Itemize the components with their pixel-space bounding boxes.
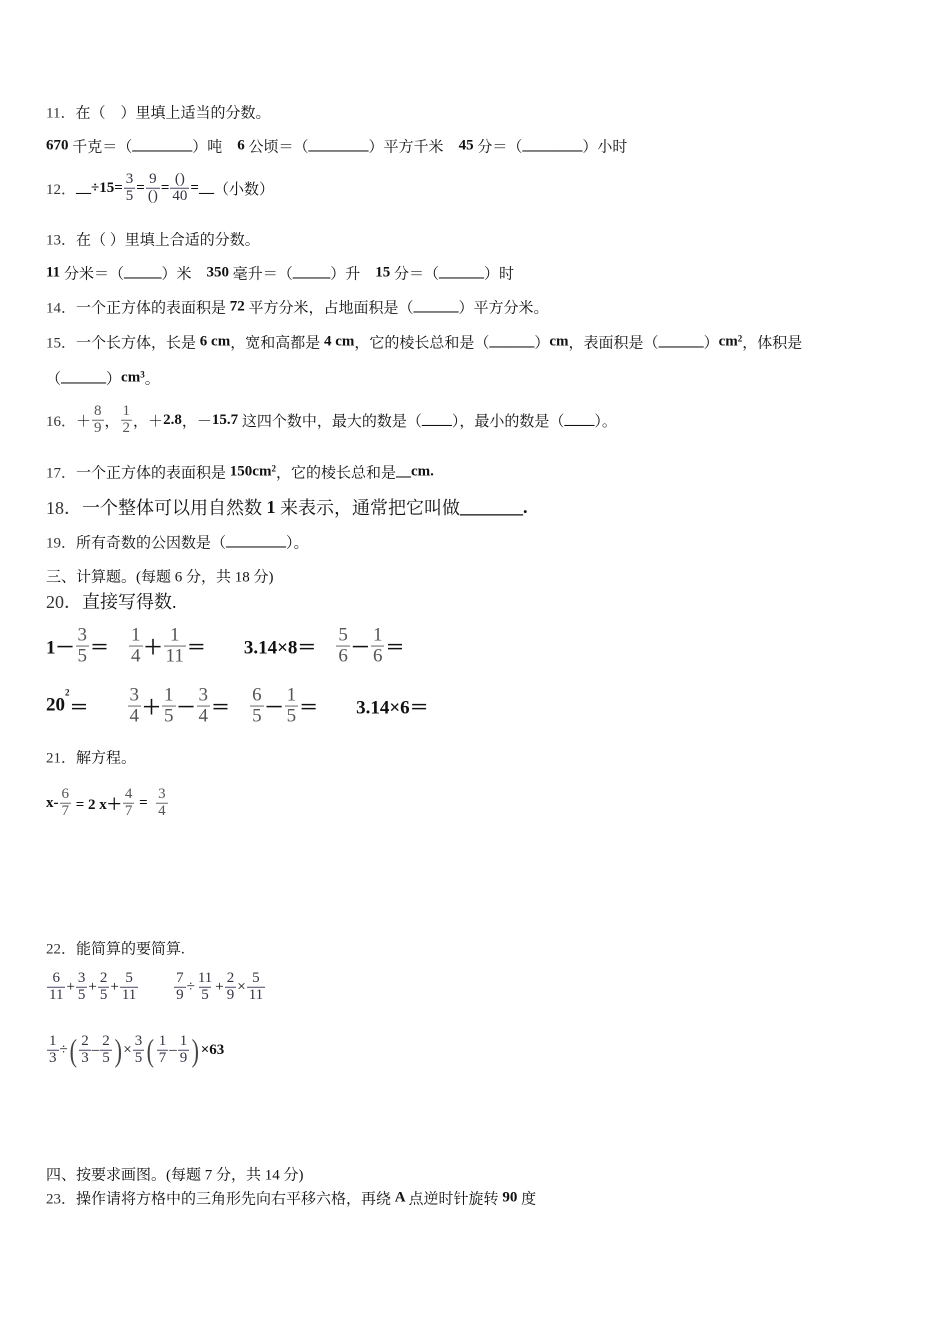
question-number: 14． — [46, 300, 77, 317]
question-number: 21． — [46, 750, 77, 767]
text: ，－ — [181, 413, 212, 430]
q15-line2 — [46, 368, 160, 389]
text: cm — [549, 333, 569, 350]
fraction-numerator: 2 — [102, 1032, 110, 1049]
text: 6 cm — [199, 333, 231, 350]
question-number: 19． — [46, 535, 77, 552]
text: 一个整体可以用自然数 — [82, 498, 267, 518]
text: + — [88, 978, 97, 995]
text: + — [66, 978, 75, 995]
text: = — [160, 179, 170, 196]
text: ，表面积是（ — [568, 335, 659, 352]
fraction — [92, 404, 104, 437]
fraction-denominator: 5 — [102, 1049, 110, 1066]
superscript: 3 — [140, 369, 145, 380]
fraction-denominator: 5 — [252, 705, 262, 727]
fraction-denominator: 9 — [179, 1049, 188, 1066]
q21-title — [46, 747, 136, 768]
text: ， — [104, 413, 120, 430]
text: 毫升＝（ — [232, 266, 293, 283]
fraction-denominator: 4 — [131, 645, 141, 667]
text: 一个长方体，长是 — [76, 335, 200, 352]
fraction — [120, 971, 138, 1004]
fraction-denominator: 11 — [248, 986, 264, 1003]
fraction-numerator: 1 — [372, 624, 383, 646]
text: × — [123, 1041, 132, 1058]
fraction — [146, 172, 160, 205]
fraction-numerator: 3 — [77, 969, 86, 986]
fraction-numerator: 2 — [99, 969, 108, 986]
fraction-denominator: 5 — [77, 986, 86, 1003]
text: = — [135, 794, 156, 811]
q13-blanks — [46, 263, 514, 284]
fraction — [123, 787, 135, 820]
q15-line1 — [46, 332, 802, 353]
fraction-numerator: 6 — [252, 684, 262, 706]
fraction-denominator: 5 — [201, 986, 209, 1003]
fraction-denominator: () — [147, 187, 158, 204]
text: （ — [46, 371, 62, 388]
fraction-denominator: 5 — [77, 645, 88, 667]
text: 在（ ）里填上合适的分数。 — [76, 232, 260, 249]
fraction-numerator: 3 — [125, 170, 134, 187]
q18 — [46, 494, 528, 520]
text: 公顷＝（ — [248, 139, 309, 156]
fraction-denominator: 6 — [372, 645, 383, 667]
text: 670 — [46, 137, 73, 154]
text: ______ — [489, 333, 535, 350]
text: ________ — [308, 137, 369, 154]
text: （小数） — [213, 181, 274, 198]
fraction — [196, 971, 214, 1004]
text: 在（ ）里填上适当的分数。 — [75, 105, 271, 122]
q22-title — [46, 938, 185, 959]
text: 直接写得数. — [82, 592, 177, 612]
text: × — [237, 978, 246, 995]
text: ________ — [132, 137, 193, 154]
text: 15.7 — [211, 411, 242, 428]
fraction-denominator: 5 — [134, 1049, 143, 1066]
fraction — [178, 1034, 190, 1067]
fraction-numerator: 3 — [129, 684, 140, 706]
text: ÷ — [186, 978, 195, 995]
fraction-numerator: 6 — [52, 969, 60, 986]
text: 6 — [237, 137, 249, 154]
parenthesis: ) — [114, 1032, 122, 1068]
fraction-denominator: 2 — [122, 419, 131, 436]
fraction-denominator: 4 — [198, 705, 209, 727]
question-number: 16． — [46, 413, 77, 430]
text: _____ — [292, 264, 331, 281]
question-number: 18． — [46, 498, 82, 518]
text: ＝ — [69, 697, 127, 719]
fraction — [133, 1034, 145, 1067]
q22-row1 — [46, 971, 266, 1004]
question-number: 22． — [46, 941, 77, 958]
text: 90 — [502, 1189, 522, 1206]
text: 一个正方体的表面积是 — [76, 465, 230, 482]
superscript: 2 — [271, 463, 276, 474]
fraction-denominator: 3 — [81, 1049, 89, 1066]
fraction-denominator: 6 — [338, 645, 348, 667]
fraction-numerator: 1 — [158, 1032, 167, 1049]
text: ______ — [439, 264, 485, 281]
text: + — [110, 978, 119, 995]
text: ） — [534, 335, 550, 352]
question-number: 11． — [46, 105, 76, 122]
q13-title — [46, 229, 260, 250]
fraction-numerator: 3 — [198, 684, 209, 706]
q20-row1 — [46, 626, 404, 667]
fraction — [197, 686, 211, 727]
fraction — [100, 1034, 112, 1067]
text: ，宽和高都是 — [230, 335, 324, 352]
fraction-denominator: 7 — [61, 802, 69, 819]
text: _______. — [460, 496, 528, 517]
fraction-denominator: 5 — [164, 705, 174, 727]
text: ），最小的数是（ — [451, 413, 565, 430]
text: 1－ — [46, 637, 75, 659]
text: cm — [121, 369, 141, 386]
fraction — [128, 686, 142, 727]
text: ）吨 — [192, 139, 238, 156]
fraction-denominator: 11 — [165, 645, 184, 667]
text: 能简算的要简算. — [76, 941, 185, 958]
fraction-denominator: 4 — [158, 802, 166, 819]
q20-row2 — [46, 686, 429, 727]
fraction-numerator: 1 — [131, 624, 141, 646]
text: 72 — [229, 298, 249, 315]
fraction — [47, 1034, 59, 1067]
text: ________ — [522, 137, 583, 154]
superscript: 2 — [737, 333, 743, 344]
text: 150cm — [229, 463, 272, 480]
fraction-numerator: () — [174, 170, 185, 187]
text: 点逆时针旋转 — [408, 1191, 503, 1208]
fraction-denominator: 9 — [226, 986, 235, 1003]
text: 解方程。 — [76, 750, 137, 767]
fraction-numerator: 6 — [61, 785, 69, 802]
text: ×63 — [200, 1041, 225, 1058]
text: ＋ — [76, 413, 92, 430]
text: A — [394, 1189, 409, 1206]
parenthesis: ( — [146, 1032, 155, 1068]
text: 45 — [458, 137, 478, 154]
fraction-numerator: 9 — [149, 170, 157, 187]
text: 四、按要求画图。(每题 7 分，共 14 分) — [46, 1167, 304, 1184]
text: ） — [703, 335, 719, 352]
fraction-numerator: 2 — [226, 969, 235, 986]
text: – — [169, 1041, 177, 1058]
text: 350 — [206, 264, 233, 281]
fraction-numerator: 11 — [197, 969, 213, 986]
fraction-denominator: 5 — [286, 705, 297, 727]
text: ）平方分米。 — [458, 300, 549, 317]
text: __÷15= — [76, 179, 123, 196]
text: － — [264, 697, 284, 719]
text: 一个正方体的表面积是 — [76, 300, 230, 317]
fraction-denominator: 4 — [129, 705, 140, 727]
text: 分米＝（ — [63, 266, 124, 283]
text: ＋ — [142, 697, 162, 719]
section-4-heading — [46, 1164, 304, 1185]
fraction — [76, 971, 88, 1004]
superscript: 2 — [65, 687, 70, 698]
fraction — [285, 686, 299, 727]
q11-title — [46, 102, 270, 123]
text: __cm. — [395, 463, 434, 480]
fraction-denominator: 9 — [176, 986, 184, 1003]
fraction-numerator: 5 — [338, 624, 348, 646]
text: ）时 — [484, 266, 515, 283]
text: = 2 x＋ — [72, 796, 122, 813]
text: = — [136, 179, 145, 196]
text: 平方分米，占地面积是（ — [248, 300, 414, 317]
text: ）。 — [286, 535, 309, 552]
text: ） — [106, 371, 122, 388]
text: 20 — [46, 695, 65, 716]
q14 — [46, 297, 549, 318]
fraction-denominator: 5 — [99, 986, 108, 1003]
q20-title — [46, 588, 177, 614]
fraction — [162, 686, 176, 727]
text: 所有奇数的公因数是（ — [76, 535, 227, 552]
text: ）升 — [330, 266, 376, 283]
text: ＝ — [90, 637, 129, 659]
text: ________ — [226, 533, 287, 550]
fraction — [121, 404, 133, 437]
fraction-denominator: 40 — [172, 187, 188, 204]
text: ，它的棱长总和是（ — [354, 335, 490, 352]
fraction-denominator: 3 — [49, 1049, 57, 1066]
q11-blanks — [46, 136, 627, 157]
text: 2.8 — [163, 411, 182, 428]
text: ）。 — [594, 413, 617, 430]
fraction-numerator: 1 — [49, 1032, 57, 1049]
text: 这四个数中，最大的数是（ — [241, 413, 422, 430]
text: x- — [46, 794, 59, 811]
text: ______ — [61, 369, 107, 386]
fraction — [247, 971, 265, 1004]
fraction-numerator: 3 — [158, 785, 166, 802]
text: ＝ — [211, 697, 250, 719]
text: – — [91, 1041, 100, 1058]
text: 11 — [46, 264, 64, 281]
fraction-numerator: 1 — [164, 684, 174, 706]
text: 4 cm — [323, 333, 355, 350]
question-number: 15． — [46, 335, 77, 352]
fraction-denominator: 7 — [124, 802, 133, 819]
text: 1 — [266, 496, 280, 517]
fraction — [336, 626, 350, 667]
text: 来表示，通常把它叫做 — [280, 498, 460, 518]
fraction — [371, 626, 385, 667]
text: 分＝（ — [394, 266, 440, 283]
fraction-numerator: 5 — [252, 969, 260, 986]
q23 — [46, 1188, 536, 1209]
q16 — [46, 404, 617, 437]
text: ＋ — [143, 637, 163, 659]
text: ）米 — [161, 266, 207, 283]
fraction-numerator: 1 — [122, 402, 131, 419]
text: 15 — [375, 264, 394, 281]
fraction-denominator: 11 — [49, 986, 64, 1003]
fraction-numerator: 1 — [169, 624, 180, 646]
fraction — [79, 1034, 91, 1067]
text: ______ — [413, 298, 459, 315]
text: 度 — [521, 1191, 537, 1208]
text: ，＋ — [133, 413, 164, 430]
fraction — [156, 787, 168, 820]
fraction — [76, 626, 90, 667]
fraction — [225, 971, 237, 1004]
text: ＝ 3.14×6＝ — [299, 697, 429, 719]
fraction — [174, 971, 186, 1004]
fraction — [129, 626, 143, 667]
text: － — [350, 637, 370, 659]
q17 — [46, 462, 434, 483]
question-number: 13． — [46, 232, 77, 249]
fraction-numerator: 3 — [134, 1032, 143, 1049]
text: ÷ — [59, 1041, 68, 1058]
fraction-denominator: 7 — [158, 1049, 167, 1066]
question-number: 20． — [46, 592, 82, 612]
text: ____ — [421, 411, 452, 428]
fraction-numerator: 7 — [176, 969, 184, 986]
fraction-numerator: 5 — [125, 969, 133, 986]
fraction-numerator: 2 — [81, 1032, 89, 1049]
text: 千克＝（ — [72, 139, 133, 156]
text: =__ — [190, 179, 214, 196]
fraction-numerator: 8 — [94, 402, 102, 419]
text: ，体积是 — [742, 335, 803, 352]
text: ____ — [564, 411, 595, 428]
question-number: 23． — [46, 1191, 77, 1208]
q22-row2 — [46, 1034, 224, 1067]
text: 分＝（ — [477, 139, 523, 156]
fraction-numerator: 1 — [286, 684, 297, 706]
section-3-heading — [46, 566, 274, 587]
fraction — [170, 172, 189, 205]
text — [139, 977, 173, 998]
text: ，它的棱长总和是 — [275, 465, 396, 482]
text: ______ — [658, 333, 704, 350]
parenthesis: ) — [191, 1032, 200, 1068]
text: _____ — [123, 264, 162, 281]
text: ＝ — [385, 637, 405, 659]
fraction — [47, 971, 65, 1004]
text: － — [176, 697, 196, 719]
fraction-denominator: 5 — [125, 187, 134, 204]
fraction — [250, 686, 264, 727]
text: ）小时 — [582, 139, 628, 156]
fraction-denominator: 11 — [121, 986, 137, 1003]
question-number: 12． — [46, 181, 77, 198]
fraction — [164, 626, 186, 667]
text: 三、计算题。(每题 6 分，共 18 分) — [46, 569, 274, 586]
fraction — [157, 1034, 169, 1067]
fraction — [60, 787, 72, 820]
fraction — [124, 172, 136, 205]
text: 。 — [144, 371, 160, 388]
text: ）平方千米 — [368, 139, 459, 156]
fraction-numerator: 1 — [179, 1032, 188, 1049]
q12 — [46, 172, 274, 205]
fraction-numerator: 3 — [77, 624, 88, 646]
fraction — [98, 971, 110, 1004]
q21-equation — [46, 787, 169, 820]
question-number: 17． — [46, 465, 77, 482]
text: ＝ 3.14×8＝ — [186, 637, 336, 659]
q19 — [46, 532, 309, 553]
fraction-denominator: 9 — [94, 419, 102, 436]
text: cm — [718, 333, 738, 350]
text: 操作请将方格中的三角形先向右平移六格，再绕 — [76, 1191, 395, 1208]
parenthesis: ( — [69, 1032, 77, 1068]
fraction-numerator: 4 — [124, 785, 133, 802]
text: + — [215, 978, 224, 995]
